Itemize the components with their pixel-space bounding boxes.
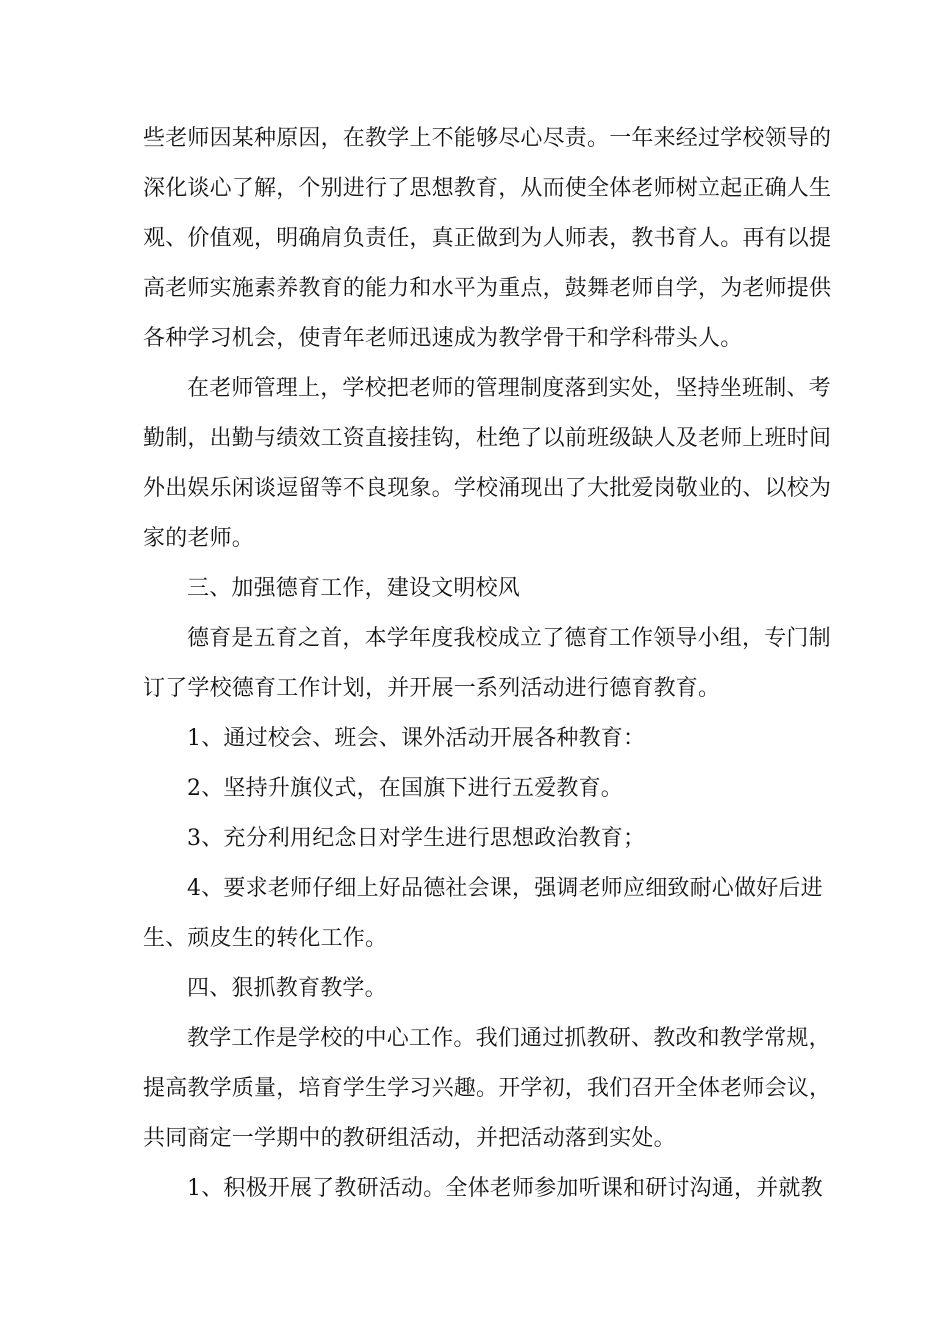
paragraph-line: 德育是五育之首，本学年度我校成立了德育工作领导小组，专门制	[187, 626, 831, 651]
paragraph-line: 共同商定一学期中的教研组活动，并把活动落到实处。	[143, 1126, 676, 1151]
paragraph-line: 提高教学质量，培育学生学习兴趣。开学初，我们召开全体老师会议，	[143, 1076, 832, 1101]
list-item-continuation: 生、顽皮生的转化工作。	[143, 926, 388, 951]
list-item: 4、要求老师仔细上好品德社会课，强调老师应细致耐心做好后进	[187, 876, 823, 901]
list-item: 3、充分利用纪念日对学生进行思想政治教育；	[187, 826, 646, 851]
paragraph-line: 家的老师。	[143, 526, 255, 551]
paragraph-line: 订了学校德育工作计划，并开展一系列活动进行德育教育。	[143, 676, 721, 701]
paragraph-line: 深化谈心了解，个别进行了思想教育，从而使全体老师树立起正确人生	[143, 176, 832, 201]
paragraph-line: 观、价值观，明确肩负责任，真正做到为人师表，教书育人。再有以提	[143, 226, 832, 251]
paragraph-line: 教学工作是学校的中心工作。我们通过抓教研、教改和教学常规，	[187, 1026, 831, 1051]
paragraph-line: 各种学习机会，使青年老师迅速成为教学骨干和学科带头人。	[143, 326, 743, 351]
section-heading: 四、狠抓教育教学。	[187, 976, 387, 1001]
paragraph-line: 高老师实施素养教育的能力和水平为重点，鼓舞老师自学，为老师提供	[143, 276, 832, 301]
list-item: 2、坚持升旗仪式，在国旗下进行五爱教育。	[187, 776, 623, 801]
list-item: 1、通过校会、班会、课外活动开展各种教育：	[187, 726, 646, 751]
paragraph-line: 在老师管理上，学校把老师的管理制度落到实处，坚持坐班制、考	[187, 376, 831, 401]
section-heading: 三、加强德育工作，建设文明校风	[187, 576, 521, 601]
list-item: 1、积极开展了教研活动。全体老师参加听课和研讨沟通，并就教	[187, 1176, 823, 1201]
paragraph-line: 外出娱乐闲谈逗留等不良现象。学校涌现出了大批爱岗敬业的、以校为	[143, 476, 832, 501]
paragraph-line: 勤制，出勤与绩效工资直接挂钩，杜绝了以前班级缺人及老师上班时间	[143, 426, 832, 451]
paragraph-line: 些老师因某种原因，在教学上不能够尽心尽责。一年来经过学校领导的	[143, 126, 832, 151]
